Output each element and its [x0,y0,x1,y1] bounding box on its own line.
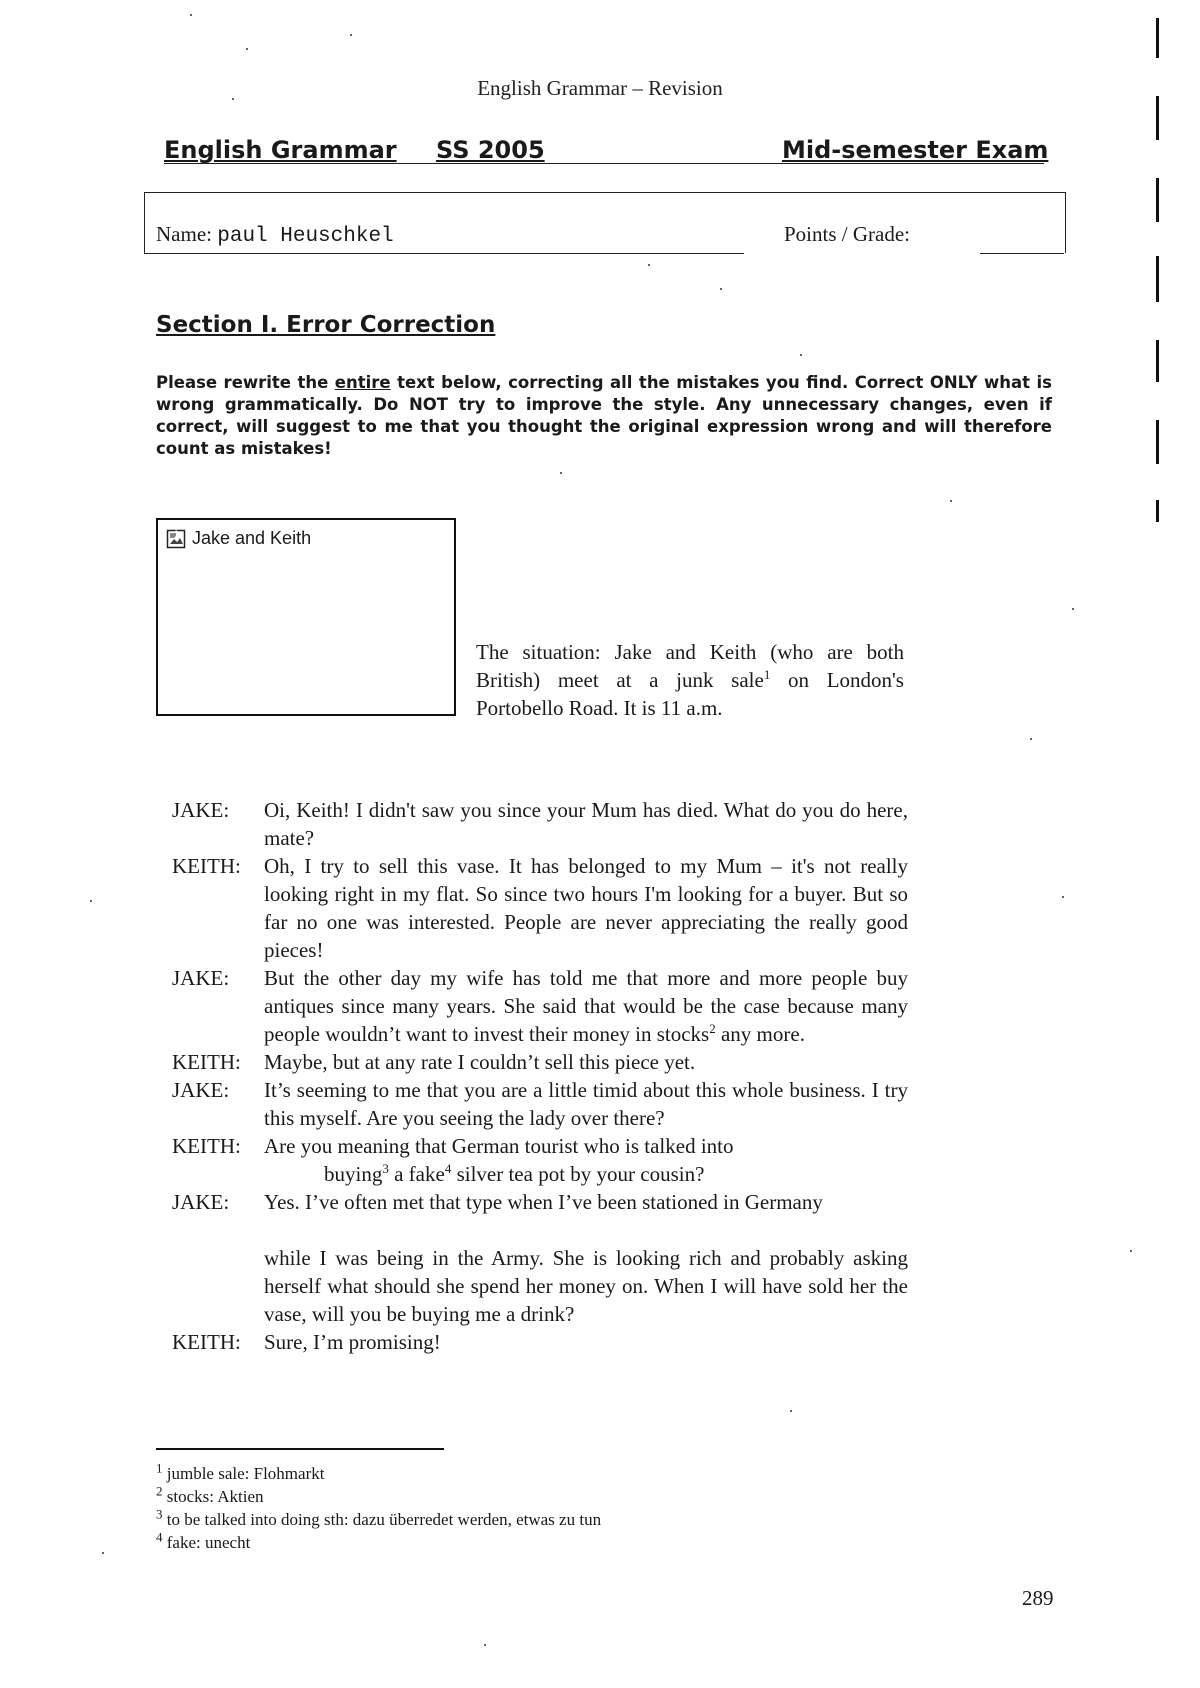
speech-part: Yes. I’ve often met that type when I’ve been stationed in Germany [264,1190,823,1214]
situation-part: on London's Portobello Road. It is 11 a.m. [476,668,904,720]
speech [264,1188,908,1328]
speech-part: But the other day my wife has told me that more and more people buy antiques since many years. She said that would be the case because many people wouldn’t want to invest their money in stocks [264,966,908,1046]
name-underline [144,253,744,254]
course-title: English Grammar [164,136,397,164]
footnote [156,1508,601,1531]
instructions-part: text below, correcting all the mistakes you find. Correct ONLY what is wrong grammatically. Do NOT try to improve the style. Any unnecessary changes, even if correct, will suggest to me that you thought the original expression wrong and will therefore count as mistakes! [156,373,1052,458]
name-label: Name: [156,222,212,246]
dialogue-line [172,1328,908,1356]
speech: Sure, I’m promising! [264,1330,441,1354]
scan-speck [950,500,952,502]
speaker: KEITH: [172,1050,241,1074]
speech-continuation [264,1160,908,1188]
footnote-rule [156,1448,444,1450]
footnote-text: jumble sale: Flohmarkt [166,1464,325,1483]
name-field [156,222,394,248]
dialogue-line [172,1076,908,1132]
speaker: JAKE: [172,966,230,990]
name-value: paul Heuschkel [217,225,394,248]
scan-speck [484,1644,486,1646]
points-grade-label: Points / Grade: [784,222,910,246]
scan-speck [350,34,352,36]
footnote-ref: 2 [709,1021,716,1036]
dialogue-line [172,852,908,964]
footnote-text: to be talked into doing sth: dazu überredet werden, etwas zu tun [166,1510,602,1529]
running-head: English Grammar – Revision [477,76,723,100]
image-placeholder-box [156,518,456,716]
footnote [156,1531,601,1554]
speech-part: any more. [715,1022,805,1046]
page-number: 289 [1022,1586,1054,1610]
footnote-ref: 4 [444,1161,452,1176]
speech-part: Are you meaning that German tourist who is talked into [264,1134,734,1158]
scan-edge-mark [1156,500,1159,522]
footnote-number: 1 [156,1460,163,1476]
speech [264,1132,908,1188]
scan-edge-mark [1156,18,1159,58]
grade-underline [980,253,1064,254]
footnote-text: fake: unecht [166,1533,251,1552]
dialogue-line [172,964,908,1048]
speech-part: silver tea pot by your cousin? [451,1162,705,1186]
scan-speck [1030,738,1032,740]
scan-edge-mark [1156,256,1159,302]
scan-speck [790,1410,792,1412]
speaker: JAKE: [172,1190,230,1214]
scan-speck [190,14,192,16]
dialogue-line [172,1132,908,1188]
speech: Oi, Keith! I didn't saw you since your Mum has died. What do you do here, mate? [264,798,908,850]
scan-speck [246,48,248,50]
scan-speck [90,900,92,902]
header-rule [164,163,1044,164]
image-caption-text: Jake and Keith [192,528,312,548]
section-title: Section I. Error Correction [156,312,496,338]
instructions [156,372,1052,460]
scan-speck [720,288,722,290]
scan-speck [1130,1250,1132,1252]
broken-image-icon [166,529,186,549]
scan-speck [1062,896,1064,898]
speech: Maybe, but at any rate I couldn’t sell this piece yet. [264,1050,696,1074]
image-caption [166,528,311,549]
dialogue-line [172,1048,908,1076]
speech: It’s seeming to me that you are a little timid about this whole business. I try this myself. Are you seeing the lady over there? [264,1078,908,1130]
footnote-ref: 3 [382,1161,389,1176]
dialogue [172,796,908,1356]
dialogue-line [172,796,908,852]
footnotes [156,1462,601,1554]
scan-edge-mark [1156,178,1159,222]
speaker: KEITH: [172,854,241,878]
speaker: JAKE: [172,1078,230,1102]
situation-text [476,638,904,722]
speech-part: while I was being in the Army. She is looking rich and probably asking herself what should she spend her money on. When I will have sold her the vase, will you be buying me a drink? [264,1246,908,1326]
situation-part: The situation: Jake and Keith (who are both British) meet at a junk sale [476,640,904,692]
speech-part: a fake [388,1162,445,1186]
instructions-emphasis: entire [334,373,391,392]
scan-speck [800,354,802,356]
term-label: SS 2005 [436,136,545,164]
scan-speck [102,1552,104,1554]
scan-speck [560,472,562,474]
footnote-text: stocks: Aktien [166,1487,264,1506]
scan-speck [648,264,650,266]
speech: Oh, I try to sell this vase. It has belonged to my Mum – it's not really looking right in my flat. So since two hours I'm looking for a buyer. But so far no one was interested. People are never appreciating the really good pieces! [264,854,908,962]
speech [264,964,908,1048]
scan-edge-mark [1156,420,1159,464]
scan-edge-mark [1156,340,1159,382]
dialogue-line [172,1188,908,1328]
footnote [156,1462,601,1485]
scan-speck [232,98,234,100]
scan-edge-mark [1156,96,1159,140]
blank-gap [264,1216,908,1244]
exam-label: Mid-semester Exam [782,136,1049,164]
speaker: KEITH: [172,1330,241,1354]
speaker: JAKE: [172,798,230,822]
footnote-number: 4 [156,1529,163,1545]
footnote [156,1485,601,1508]
speaker: KEITH: [172,1134,241,1158]
instructions-part: Please rewrite the [156,373,335,392]
footnote-number: 3 [156,1506,163,1522]
footnote-ref: 1 [763,667,771,682]
scan-speck [1072,608,1074,610]
footnote-number: 2 [156,1483,163,1499]
speech-part: buying [324,1162,383,1186]
